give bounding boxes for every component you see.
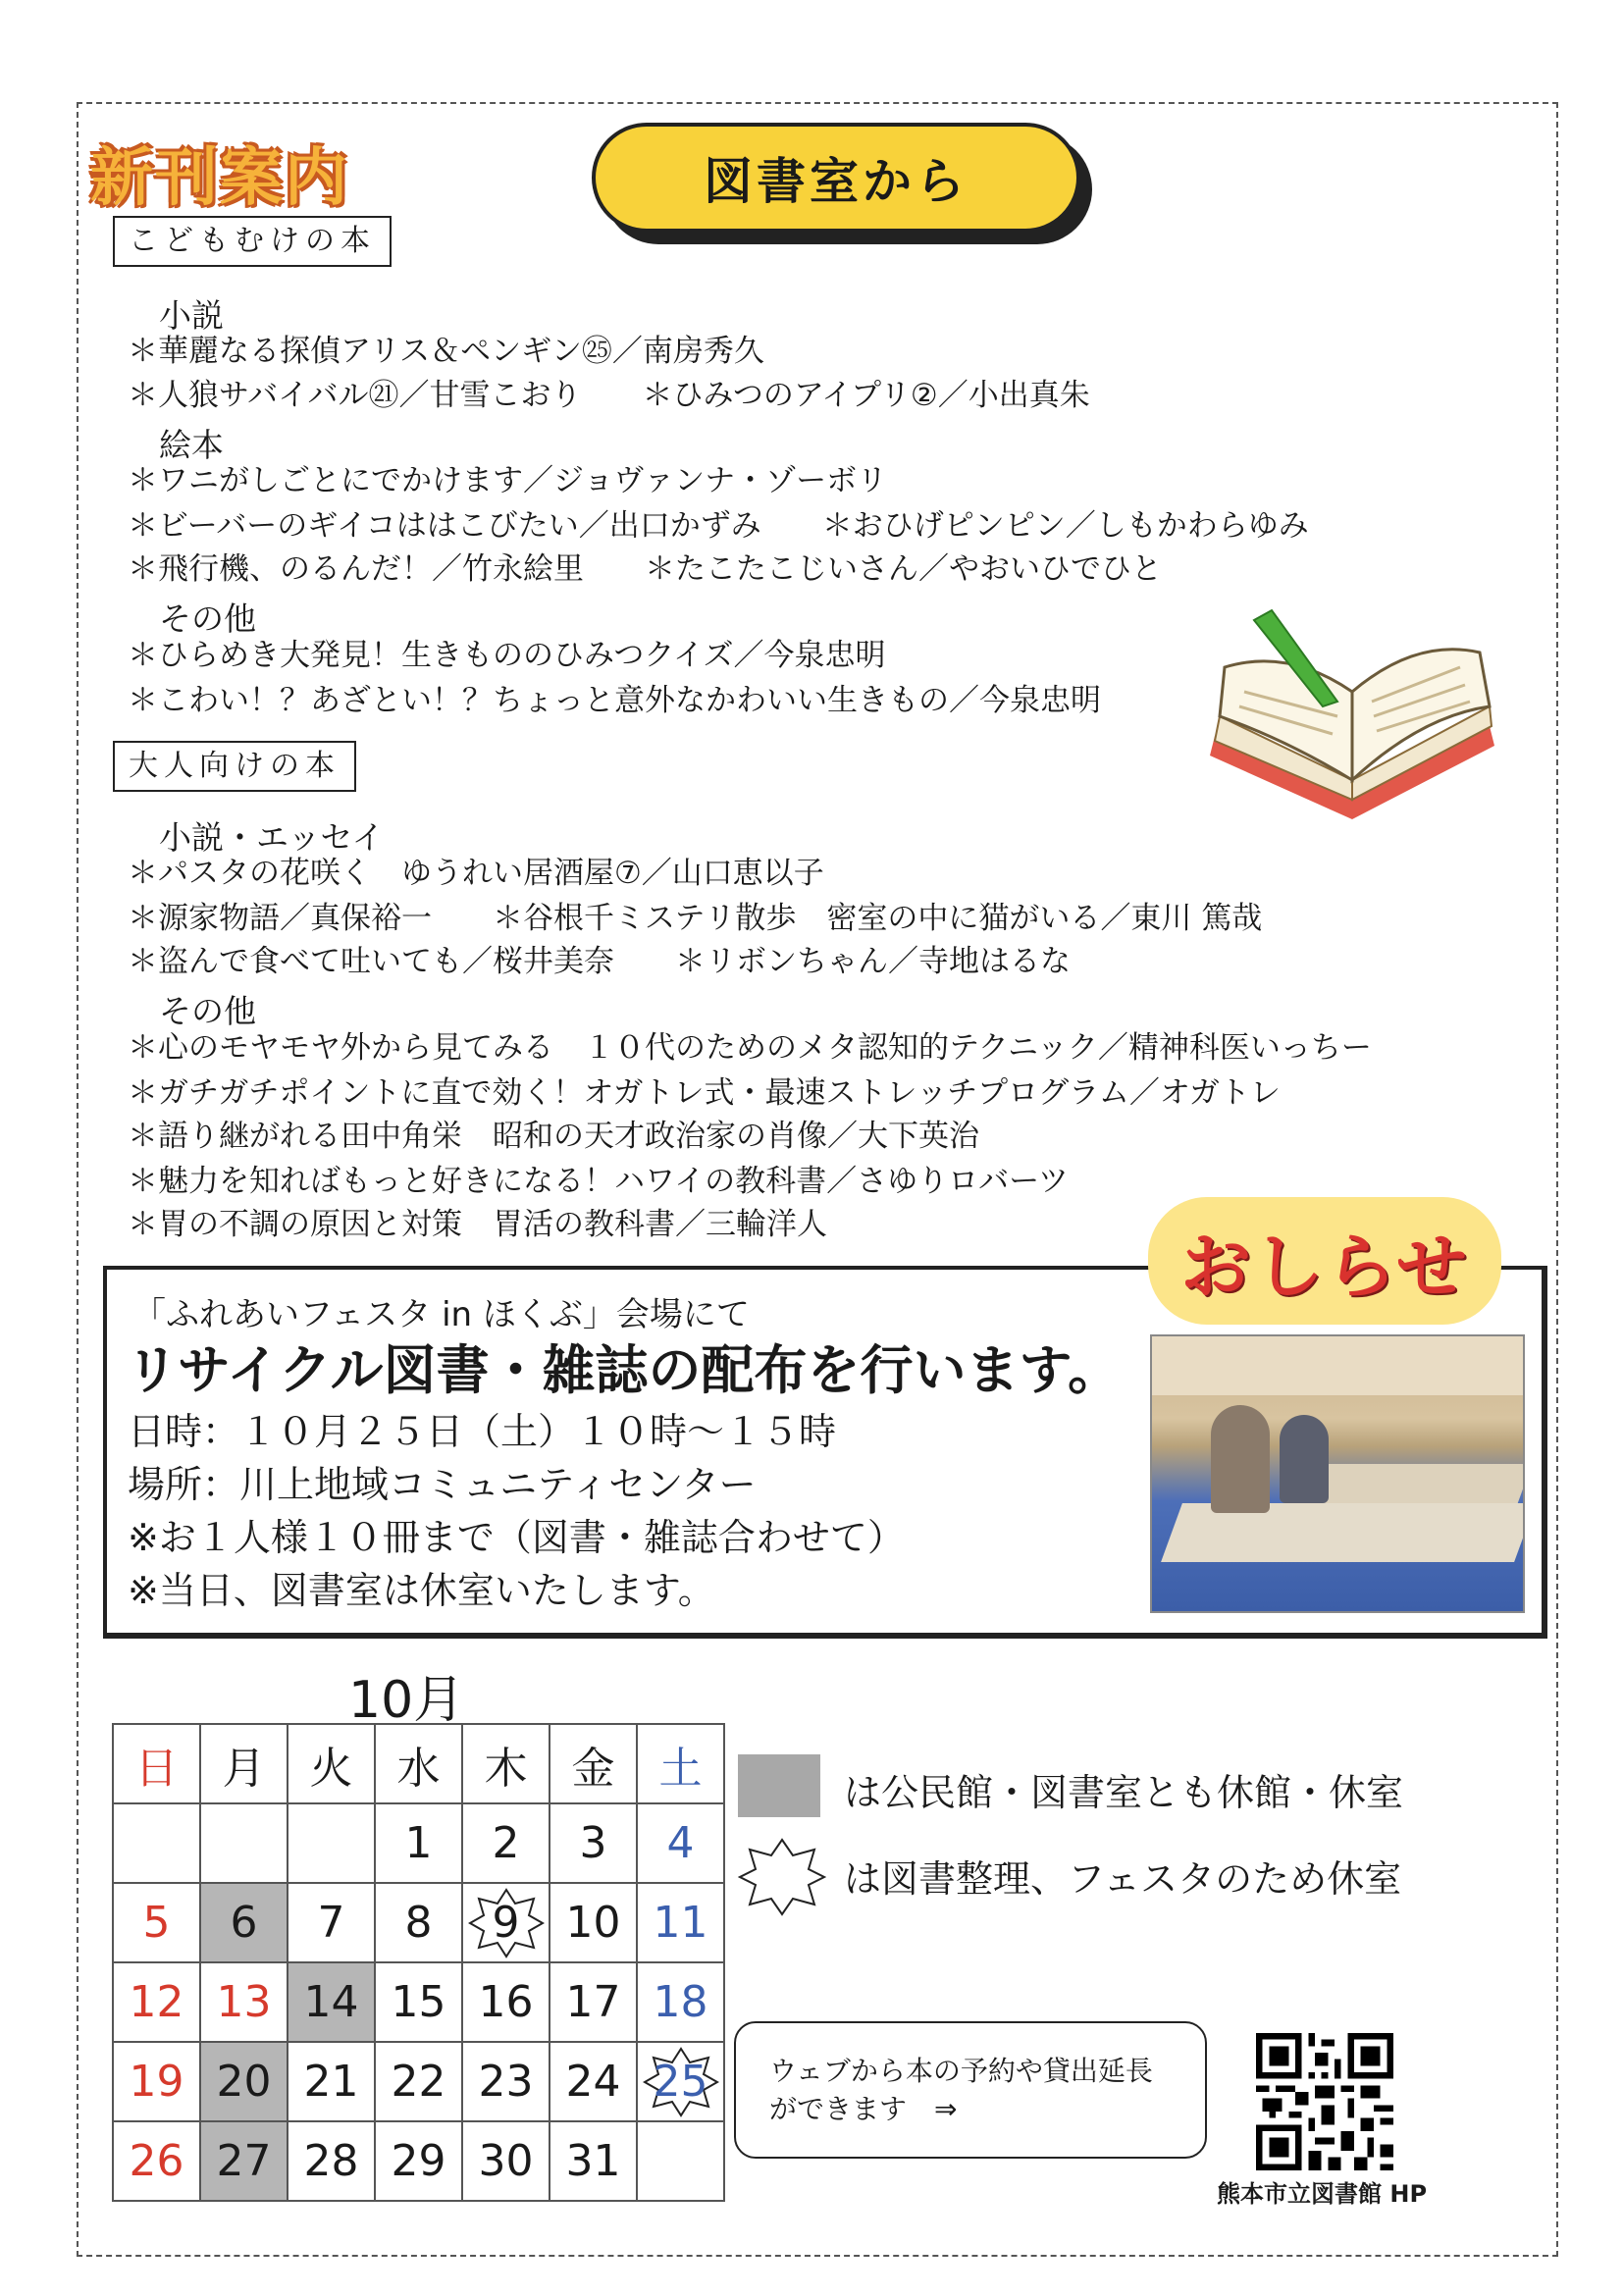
calendar-day: 21 (288, 2042, 375, 2121)
book-line: ＊こわい！？あざとい！？ちょっと意外なかわいい生きもの／今泉忠明 (128, 683, 1101, 718)
calendar-day (637, 2121, 724, 2201)
book-line: ＊魅力を知ればもっと好きになる！ハワイの教科書／さゆりロバーツ (128, 1164, 1069, 1199)
legend-gray-swatch (738, 1754, 820, 1817)
calendar-day: 2 (462, 1803, 550, 1883)
calendar-day: 8 (375, 1883, 462, 1962)
weekday-header: 水 (375, 1724, 462, 1803)
notice-note-limit: ※お１人様１０冊まで（図書・雑誌合わせて） (128, 1516, 905, 1559)
notice-note-closed: ※当日、図書室は休室いたします。 (128, 1569, 715, 1612)
weekday-header: 木 (462, 1724, 550, 1803)
calendar-day: 7 (288, 1883, 375, 1962)
calendar-day: 28 (288, 2121, 375, 2201)
event-photo (1150, 1334, 1525, 1613)
weekday-header: 火 (288, 1724, 375, 1803)
calendar-week-row (113, 2042, 724, 2121)
book-line: ＊胃の不調の原因と対策 胃活の教科書／三輪洋人 (128, 1207, 827, 1242)
calendar-week-row (113, 2121, 724, 2201)
star-marker-icon (738, 1838, 826, 1916)
calendar-day: 27 (200, 2121, 288, 2201)
children-picture-heading: 絵本 (159, 426, 224, 464)
calendar-day: 31 (550, 2121, 637, 2201)
calendar-day: 24 (550, 2042, 637, 2121)
notice-headline: リサイクル図書・雑誌の配布を行います。 (126, 1339, 1122, 1401)
calendar-day: 18 (637, 1962, 724, 2042)
weekday-header: 月 (200, 1724, 288, 1803)
weekday-header: 日 (113, 1724, 200, 1803)
adult-novel-heading: 小説・エッセイ (159, 818, 385, 857)
book-line: ＊パスタの花咲く ゆうれい居酒屋⑦／山口恵以子 (128, 856, 824, 891)
calendar-day (288, 1803, 375, 1883)
calendar-week-row (113, 1883, 724, 1962)
calendar-day: 5 (113, 1883, 200, 1962)
calendar-day: 25 (637, 2042, 724, 2121)
calendar-day: 4 (637, 1803, 724, 1883)
legend-gray-text: は公民館・図書室とも休館・休室 (844, 1771, 1404, 1814)
calendar-day: 30 (462, 2121, 550, 2201)
calendar-day: 13 (200, 1962, 288, 2042)
book-line: ＊人狼サバイバル㉑／甘雪こおり ＊ひみつのアイプリ②／小出真朱 (128, 378, 1090, 413)
calendar-day: 3 (550, 1803, 637, 1883)
children-books-label: こどもむけの本 (113, 216, 392, 267)
web-reservation-box (734, 2021, 1207, 2159)
calendar-day: 23 (462, 2042, 550, 2121)
header-pill: 図書室から (592, 123, 1080, 233)
calendar-day (113, 1803, 200, 1883)
calendar (112, 1723, 725, 2202)
calendar-day: 19 (113, 2042, 200, 2121)
calendar-day: 14 (288, 1962, 375, 2042)
calendar-day: 20 (200, 2042, 288, 2121)
calendar-day: 26 (113, 2121, 200, 2201)
book-line: ＊華麗なる探偵アリス＆ペンギン㉕／南房秀久 (128, 334, 764, 369)
notice-date: 日時：１０月２５日（土）１０時～１５時 (128, 1410, 837, 1453)
adult-other-heading: その他 (159, 992, 256, 1030)
calendar-day: 29 (375, 2121, 462, 2201)
calendar-day: 10 (550, 1883, 637, 1962)
children-other-heading: その他 (159, 600, 256, 638)
book-line: ＊ひらめき大発見！生きもののひみつクイズ／今泉忠明 (128, 638, 886, 673)
legend-star-text: は図書整理、フェスタのため休室 (844, 1857, 1402, 1901)
notice-place: 場所：川上地域コミュニティセンター (128, 1463, 757, 1506)
calendar-day: 16 (462, 1962, 550, 2042)
notice-intro: 「ふれあいフェスタ in ほくぶ」会場にて (132, 1295, 750, 1334)
children-novel-heading: 小説 (159, 296, 224, 335)
calendar-day: 1 (375, 1803, 462, 1883)
book-line: ＊ガチガチポイントに直で効く！オガトレ式・最速ストレッチプログラム／オガトレ (128, 1075, 1281, 1111)
weekday-header: 金 (550, 1724, 637, 1803)
calendar-week-row (113, 1803, 724, 1883)
calendar-day: 11 (637, 1883, 724, 1962)
qr-caption: 熊本市立図書館 HP (1217, 2180, 1428, 2208)
calendar-day: 9 (462, 1883, 550, 1962)
open-book-illustration (1195, 608, 1519, 824)
book-line: ＊語り継がれる田中角栄 昭和の天才政治家の肖像／大下英治 (128, 1119, 979, 1154)
book-line: ＊源家物語／真保裕一 ＊谷根千ミステリ散歩 密室の中に猫がいる／東川 篤哉 (128, 901, 1263, 936)
calendar-week-row (113, 1962, 724, 2042)
book-line: ＊飛行機、のるんだ！／竹永絵里 ＊たこたこじいさん／やおいひでひと (128, 551, 1162, 587)
section-title: 新刊案内 (90, 142, 349, 215)
book-line: ＊心のモヤモヤ外から見てみる １０代のためのメタ認知的テクニック／精神科医いっちー (128, 1030, 1372, 1066)
book-line: ＊ワニがしごとにでかけます／ジョヴァンナ・ゾーボリ (128, 463, 888, 498)
book-line: ＊ビーバーのギイコははこびたい／出口かずみ ＊おひげピンピン／しもかわらゆみ (128, 508, 1309, 544)
book-line: ＊盗んで食べて吐いても／桜井美奈 ＊リボンちゃん／寺地はるな (128, 944, 1071, 979)
web-line-1: ウェブから本の予約や貸出延長 (769, 2054, 1153, 2087)
calendar-month: 10月 (348, 1671, 465, 1730)
calendar-day: 12 (113, 1962, 200, 2042)
calendar-day (200, 1803, 288, 1883)
qr-code-icon[interactable] (1256, 2033, 1393, 2170)
calendar-day: 17 (550, 1962, 637, 2042)
web-line-2: ができます ⇒ (769, 2093, 958, 2125)
calendar-day: 6 (200, 1883, 288, 1962)
notice-badge: おしらせ (1148, 1197, 1501, 1325)
calendar-day: 22 (375, 2042, 462, 2121)
calendar-day: 15 (375, 1962, 462, 2042)
adult-books-label: 大人向けの本 (113, 741, 356, 792)
weekday-header: 土 (637, 1724, 724, 1803)
